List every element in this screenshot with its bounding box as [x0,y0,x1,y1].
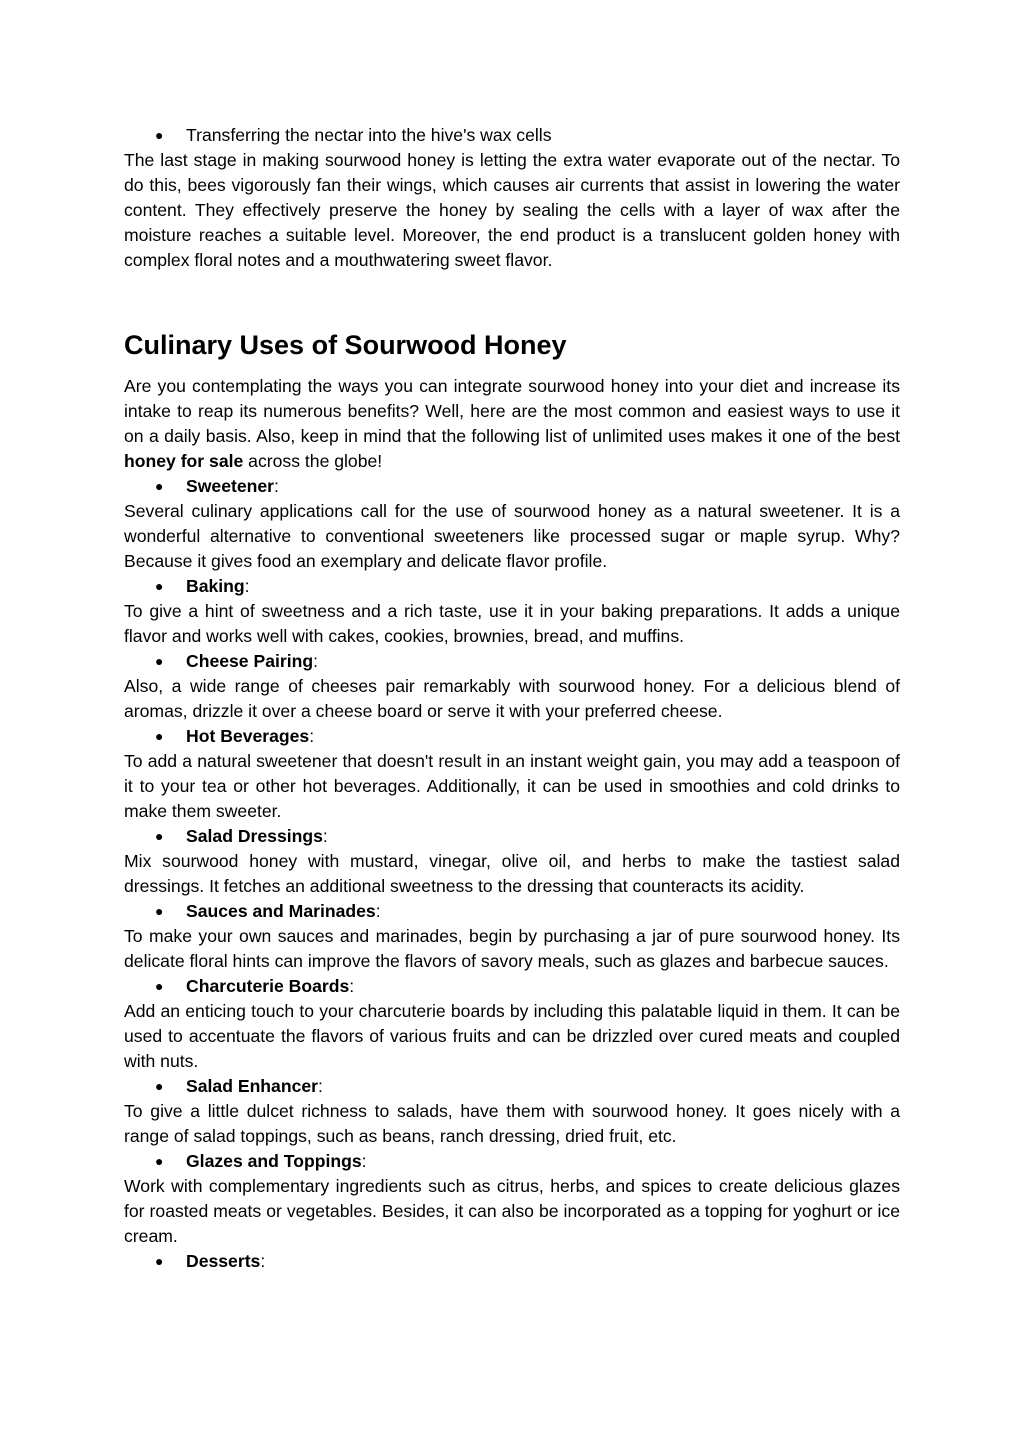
use-title: Cheese Pairing [186,651,314,671]
bullet-dot: ● [155,978,164,994]
use-title-colon: : [309,726,315,746]
bullet-dot: ● [155,1078,164,1094]
intro-paragraph: The last stage in making sourwood honey is letting the extra water evaporate out of the nectar. To do this, bees vigorously fan their wings, which causes air currents that assist in lowering the water content. They effectively preserve the honey by sealing the cells with a layer of wax after the moisture reaches a suitable level. Moreover, the end product is a translucent golden honey with complex floral notes and a mouthwatering sweet flavor. [124,150,900,270]
use-bullet [124,974,900,999]
use-title: Charcuterie Boards [186,976,350,996]
bullet-dot: ● [155,903,164,919]
bullet-text: Transferring the nectar into the hive's wax cells [186,125,552,145]
use-title: Salad Enhancer [186,1076,319,1096]
use-title: Hot Beverages [186,726,310,746]
use-bullet [124,724,900,749]
bullet-dot: ● [155,1153,164,1169]
bullet-dot: ● [155,478,164,494]
bullet-dot: ● [155,728,164,744]
section-intro-text: Are you contemplating the ways you can integrate sourwood honey into your diet and increase its intake to reap its numerous benefits? Well, here are the most common and easiest ways to use it on a daily basis. Also, keep in mind that the following list of unlimited uses makes it one of the best [124,376,900,446]
document-page [124,123,900,1274]
use-title: Baking [186,576,245,596]
use-title-colon: : [349,976,355,996]
bullet-item-transfer [124,123,900,148]
use-description: To make your own sauces and marinades, begin by purchasing a jar of pure sourwood honey. Its delicate floral hints can improve the flavors of savory meals, such as glazes and barbecue sauces. [124,926,900,971]
use-description: To give a little dulcet richness to salads, have them with sourwood honey. It goes nicely with a range of salad toppings, such as beans, ranch dressing, dried fruit, etc. [124,1101,900,1146]
use-title-colon: : [318,1076,323,1096]
use-title-colon: : [322,826,328,846]
section-heading: Culinary Uses of Sourwood Honey [124,330,567,360]
bullet-dot: ● [155,653,164,669]
use-title: Desserts [186,1251,261,1271]
use-bullet [124,824,900,849]
use-title-colon: : [375,901,381,921]
use-bullet [124,1074,900,1099]
use-description: To add a natural sweetener that doesn't result in an instant weight gain, you may add a teaspoon of it to your tea or other hot beverages. Additionally, it can be used in smoothies and cold drinks to make them sweeter. [124,751,900,821]
use-title-colon: : [260,1251,266,1271]
use-title: Sweetener [186,476,275,496]
section-intro-end: across the globe! [243,451,383,471]
use-description: Mix sourwood honey with mustard, vinegar, olive oil, and herbs to make the tastiest salad dressings. It fetches an additional sweetness to the dressing that counteracts its acidity. [124,851,900,896]
section-intro-paragraph [124,374,900,474]
bullet-dot: ● [155,1253,164,1269]
use-title: Salad Dressings [186,826,323,846]
use-title: Glazes and Toppings [186,1151,362,1171]
bullet-dot: ● [155,578,164,594]
use-bullet [124,1149,900,1174]
use-bullet [124,899,900,924]
use-title-colon: : [274,476,279,496]
uses-list [124,474,900,1274]
use-bullet [124,1249,900,1274]
use-title-colon: : [313,651,319,671]
use-description: Work with complementary ingredients such as citrus, herbs, and spices to create delicious glazes for roasted meats or vegetables. Besides, it can also be incorporated as a topping for yoghurt or ice cream. [124,1176,900,1246]
use-description: Several culinary applications call for the use of sourwood honey as a natural sweetener. It is a wonderful alternative to conventional sweeteners like processed sugar or maple syrup. Why? Because it gives food an exemplary and delicate flavor profile. [124,501,900,571]
use-bullet [124,574,900,599]
bullet-dot: ● [155,828,164,844]
use-title-colon: : [361,1151,367,1171]
bullet-dot: ● [155,127,164,143]
use-bullet [124,649,900,674]
honey-for-sale-text: honey for sale [124,451,244,471]
use-bullet [124,474,900,499]
use-title-colon: : [244,576,250,596]
use-description: Also, a wide range of cheeses pair remarkably with sourwood honey. For a delicious blend of aromas, drizzle it over a cheese board or serve it with your preferred cheese. [124,676,900,721]
use-description: Add an enticing touch to your charcuterie boards by including this palatable liquid in them. It can be used to accentuate the flavors of various fruits and can be drizzled over cured meats and coupled with nuts. [124,1001,900,1071]
use-description: To give a hint of sweetness and a rich taste, use it in your baking preparations. It adds a unique flavor and works well with cakes, cookies, brownies, bread, and muffins. [124,601,900,646]
use-title: Sauces and Marinades [186,901,376,921]
